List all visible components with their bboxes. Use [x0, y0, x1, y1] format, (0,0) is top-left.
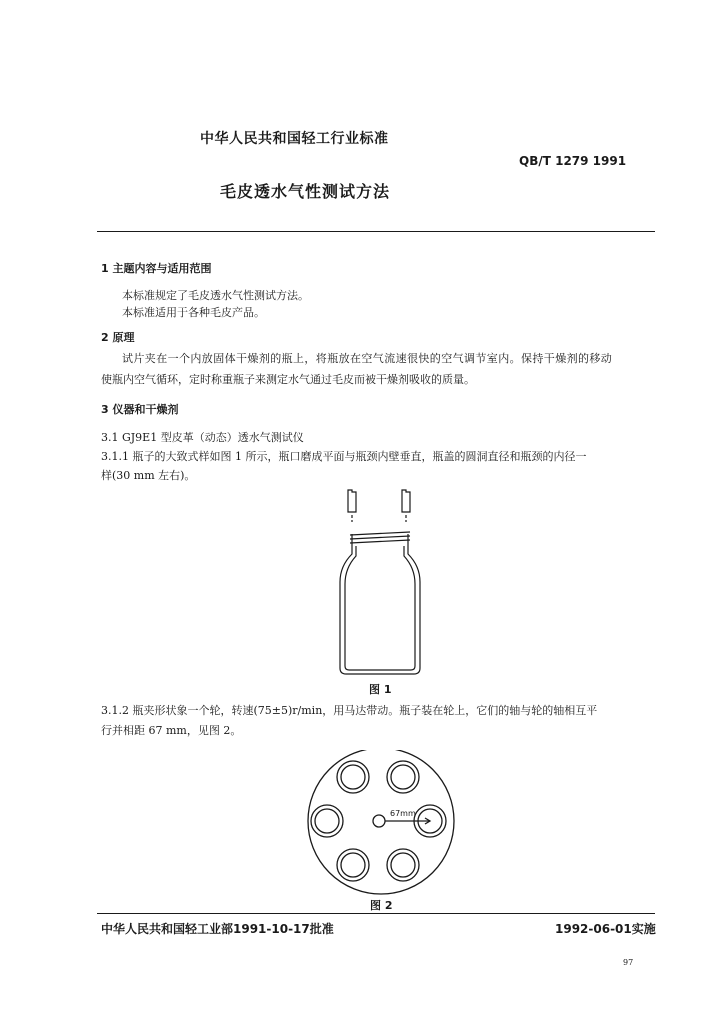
figure-2-caption: 图 2 — [370, 899, 393, 912]
figure-1-caption: 图 1 — [369, 683, 392, 696]
section-2-paragraph-line-2: 使瓶内空气循环，定时称重瓶子来测定水气通过毛皮而被干燥剂吸收的质量。 — [101, 373, 475, 386]
clause-3-1-2-line-1: 3.1.2 瓶夹形状象一个轮，转速(75±5)r/min，用马达带动。瓶子装在轮上，它们的轴与轮的轴相互平 — [101, 704, 598, 717]
standard-code: QB/T 1279 1991 — [519, 154, 627, 168]
clause-3-1-1-line-1: 3.1.1 瓶子的大致式样如图 1 所示，瓶口磨成平面与瓶颈内壁垂直，瓶盖的圆洞直径和瓶颈的内径一 — [101, 450, 587, 463]
figure-2-wheel-drawing — [301, 750, 461, 900]
effective-date: 1992-06-01实施 — [555, 922, 656, 936]
clause-3-1: 3.1 GJ9E1 型皮革（动态）透水气测试仪 — [101, 431, 304, 444]
figure-1-bottle-drawing — [330, 482, 430, 682]
section-2-paragraph-line-1: 试片夹在一个内放固体干燥剂的瓶上，将瓶放在空气流速很快的空气调节室内。保持干燥剂的移动 — [122, 352, 613, 365]
clause-3-1-1-line-2: 样(30 mm 左右)。 — [101, 469, 196, 482]
header-rule — [97, 231, 655, 232]
section-2-heading: 2 原理 — [101, 331, 135, 344]
document-title: 毛皮透水气性测试方法 — [220, 182, 391, 201]
section-1-paragraph-2: 本标准适用于各种毛皮产品。 — [122, 306, 265, 319]
footer-rule — [97, 913, 655, 914]
section-3-heading: 3 仪器和干燥剂 — [101, 403, 179, 416]
issuing-authority: 中华人民共和国轻工行业标准 — [200, 131, 389, 147]
approval-statement: 中华人民共和国轻工业部1991-10-17批准 — [101, 922, 334, 936]
clause-3-1-2-line-2: 行并相距 67 mm，见图 2。 — [101, 724, 242, 737]
page-number: 97 — [623, 958, 634, 967]
section-1-paragraph-1: 本标准规定了毛皮透水气性测试方法。 — [122, 289, 309, 302]
section-1-heading: 1 主题内容与适用范围 — [101, 262, 212, 275]
figure-2-dimension-label: 67mm — [390, 809, 416, 818]
